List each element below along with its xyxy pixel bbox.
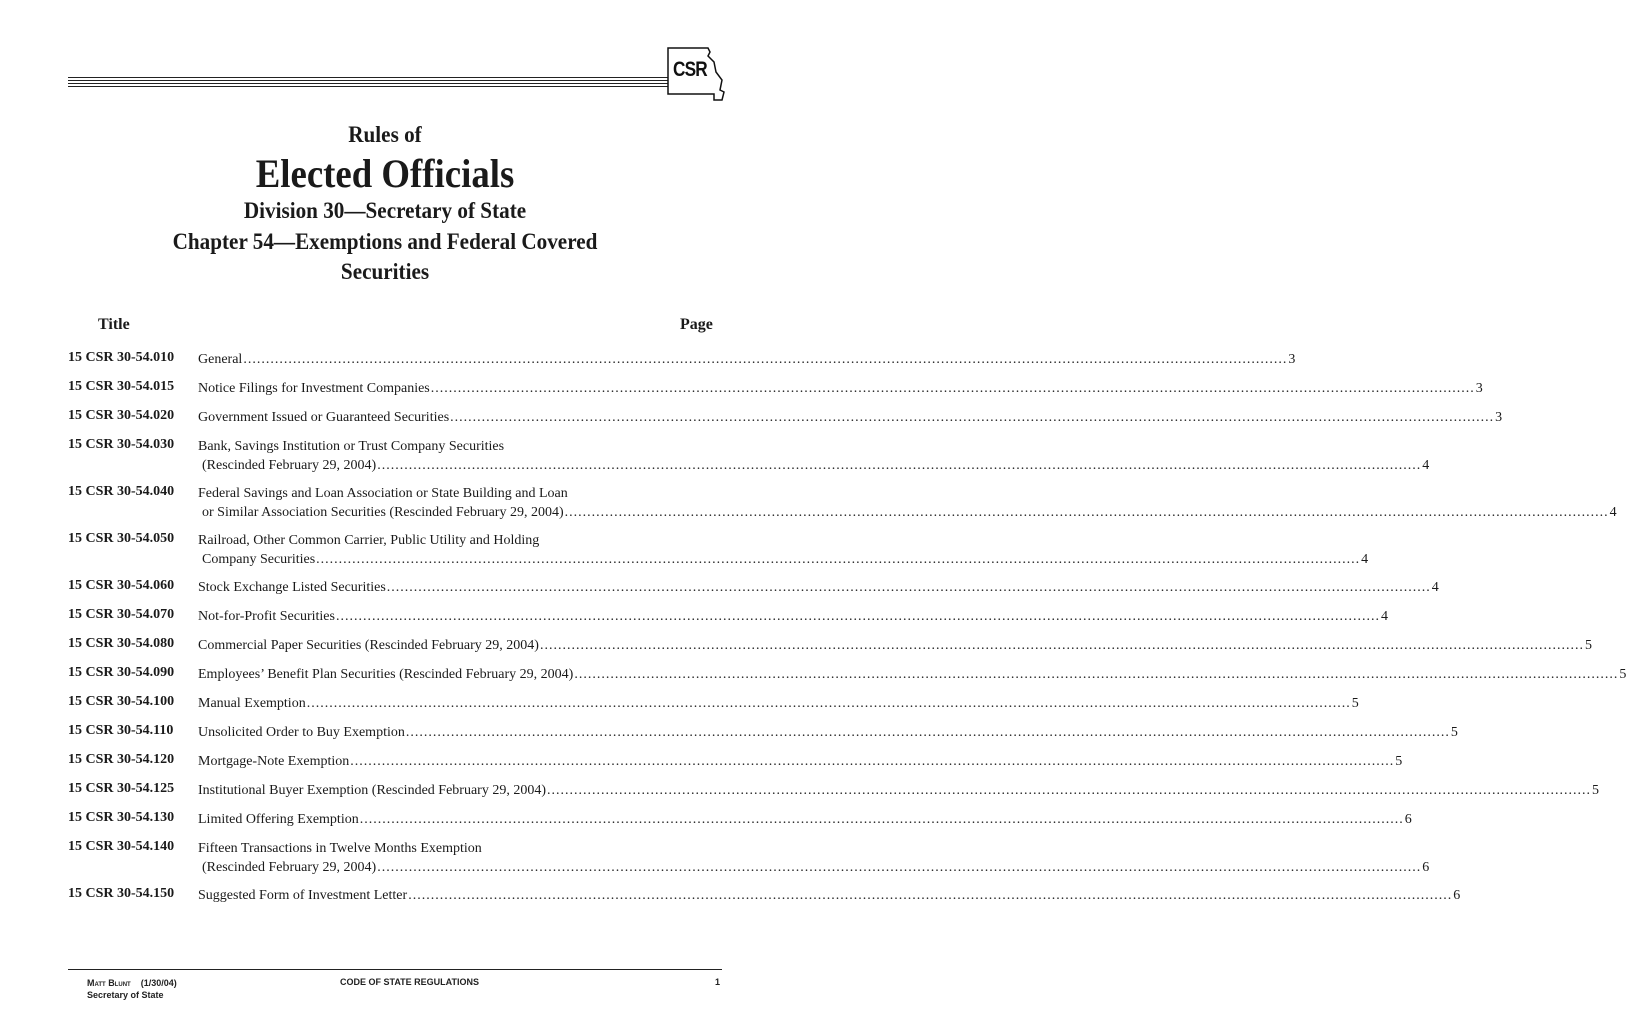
toc-row xyxy=(68,752,1403,771)
toc-row xyxy=(68,810,1412,829)
toc-rule-number: 15 CSR 30-54.130 xyxy=(68,810,175,825)
toc-entry-line xyxy=(198,350,1295,369)
table-of-contents xyxy=(68,350,1626,915)
toc-entry-line xyxy=(198,578,1439,597)
toc-entry-body xyxy=(198,484,1617,522)
dot-leader xyxy=(360,810,1404,829)
toc-entry-line xyxy=(198,694,1359,713)
toc-entry-body xyxy=(198,437,1429,475)
toc-page-number: 5 xyxy=(1592,783,1599,798)
toc-rule-number: 15 CSR 30-54.030 xyxy=(68,437,175,452)
toc-rule-number: 15 CSR 30-54.010 xyxy=(68,350,175,365)
toc-entry-body xyxy=(198,531,1368,569)
toc-entry-body xyxy=(198,723,1458,742)
toc-rule-number: 15 CSR 30-54.140 xyxy=(68,839,175,854)
dot-leader xyxy=(350,752,1394,771)
toc-entry-title: (Rescinded February 29, 2004) xyxy=(202,860,377,875)
toc-row xyxy=(68,839,1430,877)
dot-leader xyxy=(547,781,1591,800)
toc-entry-body xyxy=(198,379,1483,398)
toc-rule-number: 15 CSR 30-54.060 xyxy=(68,578,175,593)
toc-entry-title: Bank, Savings Institution or Trust Company Securities xyxy=(198,439,505,454)
toc-row xyxy=(68,484,1617,522)
toc-row xyxy=(68,578,1439,597)
toc-row xyxy=(68,607,1388,626)
csr-logo: CSR xyxy=(673,58,707,81)
toc-page-number: 5 xyxy=(1450,725,1458,740)
toc-rule-number: 15 CSR 30-54.090 xyxy=(68,665,175,680)
toc-rule-number: 15 CSR 30-54.100 xyxy=(68,694,175,709)
toc-rule-number: 15 CSR 30-54.040 xyxy=(68,484,175,499)
toc-entry-line xyxy=(198,839,1429,858)
toc-entry-body xyxy=(198,752,1402,771)
footer-rule xyxy=(68,969,722,970)
toc-row xyxy=(68,350,1296,369)
toc-entry-body xyxy=(198,350,1295,369)
toc-rule-number: 15 CSR 30-54.070 xyxy=(68,607,175,622)
toc-entry-line xyxy=(198,636,1592,655)
toc-row xyxy=(68,694,1359,713)
toc-rule-number: 15 CSR 30-54.120 xyxy=(68,752,175,767)
toc-entry-body xyxy=(198,886,1460,905)
toc-entry-title: Unsolicited Order to Buy Exemption xyxy=(198,725,405,740)
dot-leader xyxy=(565,503,1609,522)
dot-leader xyxy=(377,456,1421,475)
toc-page-number: 4 xyxy=(1431,580,1439,595)
toc-entry-title: Stock Exchange Listed Securities xyxy=(198,580,386,595)
toc-page-number: 6 xyxy=(1404,812,1412,827)
toc-entry-line xyxy=(198,531,1368,550)
toc-entry-title: Commercial Paper Securities (Rescinded February 29, 2004) xyxy=(198,638,539,653)
toc-entry-line xyxy=(198,379,1483,398)
toc-row xyxy=(68,437,1430,475)
toc-page-number: 4 xyxy=(1361,552,1369,567)
toc-entry-body xyxy=(198,665,1626,684)
footer-left xyxy=(87,977,177,1001)
toc-entry-line xyxy=(198,781,1599,800)
header-rules xyxy=(68,77,668,91)
dot-leader xyxy=(450,408,1494,427)
toc-entry-title: Suggested Form of Investment Letter xyxy=(198,888,408,903)
dot-leader xyxy=(431,379,1475,398)
toc-page-number: 3 xyxy=(1475,381,1483,396)
toc-entry-line xyxy=(198,665,1626,684)
toc-entry-body xyxy=(198,781,1599,800)
dot-leader xyxy=(406,723,1450,742)
toc-entry-title: Employees’ Benefit Plan Securities (Rescinded February 29, 2004) xyxy=(198,667,574,682)
toc-entry-line xyxy=(198,810,1412,829)
toc-entry-title: Notice Filings for Investment Companies xyxy=(198,381,430,396)
toc-entry-title: Limited Offering Exemption xyxy=(198,812,359,827)
toc-page-number: 6 xyxy=(1453,888,1461,903)
toc-rule-number: 15 CSR 30-54.015 xyxy=(68,379,175,394)
toc-page-number: 5 xyxy=(1584,638,1592,653)
toc-entry-title: Fifteen Transactions in Twelve Months Exemption xyxy=(198,841,482,856)
dot-leader xyxy=(408,886,1452,905)
toc-entry-line xyxy=(198,408,1502,427)
dot-leader xyxy=(336,607,1380,626)
column-header-page: Page xyxy=(680,316,713,333)
toc-rule-number: 15 CSR 30-54.150 xyxy=(68,886,175,901)
toc-entry-title: Company Securities xyxy=(202,552,316,567)
toc-entry-line xyxy=(198,550,1368,569)
toc-entry-body xyxy=(198,607,1388,626)
toc-entry-line xyxy=(198,858,1429,877)
chapter-title-line-1: Chapter 54—Exemptions and Federal Covered xyxy=(172,229,598,254)
toc-entry-line xyxy=(198,607,1388,626)
toc-row xyxy=(68,781,1599,800)
toc-page-number: 4 xyxy=(1422,458,1430,473)
toc-entry-line xyxy=(198,723,1458,742)
division-title: Division 30—Secretary of State xyxy=(243,198,527,223)
toc-entry-title: Not-for-Profit Securities xyxy=(198,609,335,624)
toc-entry-title: Mortgage-Note Exemption xyxy=(198,754,350,769)
toc-entry-title: Government Issued or Guaranteed Securities xyxy=(198,410,450,425)
dot-leader xyxy=(574,665,1618,684)
toc-entry-title: Manual Exemption xyxy=(198,696,306,711)
dot-leader xyxy=(243,350,1287,369)
chapter-title-line-2: Securities xyxy=(340,259,430,284)
toc-row xyxy=(68,379,1483,398)
dot-leader xyxy=(377,858,1421,877)
toc-row xyxy=(68,886,1461,905)
toc-entry-body xyxy=(198,408,1502,427)
toc-rule-number: 15 CSR 30-54.020 xyxy=(68,408,175,423)
toc-row xyxy=(68,665,1626,684)
toc-page-number: 5 xyxy=(1351,696,1359,711)
toc-row xyxy=(68,408,1503,427)
toc-page-number: 3 xyxy=(1288,352,1296,367)
toc-entry-line xyxy=(198,484,1617,503)
toc-entry-line xyxy=(198,752,1402,771)
toc-entry-body xyxy=(198,810,1412,829)
footer-page-number: 1 xyxy=(715,977,721,987)
toc-entry-body xyxy=(198,578,1439,597)
toc-entry-body xyxy=(198,839,1429,877)
toc-rule-number: 15 CSR 30-54.050 xyxy=(68,531,175,546)
toc-entry-title: Federal Savings and Loan Association or State Building and Loan xyxy=(198,486,568,501)
toc-rule-number: 15 CSR 30-54.125 xyxy=(68,781,175,796)
toc-page-number: 4 xyxy=(1380,609,1388,624)
dot-leader xyxy=(316,550,1360,569)
toc-row xyxy=(68,723,1458,742)
page-title: Elected Officials xyxy=(255,151,515,196)
toc-entry-line xyxy=(198,886,1460,905)
toc-entry-title: (Rescinded February 29, 2004) xyxy=(202,458,377,473)
toc-entry-title: Railroad, Other Common Carrier, Public Utility and Holding xyxy=(198,533,540,548)
toc-page-number: 5 xyxy=(1395,754,1403,769)
footer-office: Secretary of State xyxy=(87,990,164,1000)
toc-entry-title: General xyxy=(198,352,243,367)
toc-entry-line xyxy=(198,456,1429,475)
toc-page-number: 6 xyxy=(1422,860,1430,875)
footer-author: Matt Blunt xyxy=(87,978,131,988)
toc-entry-body xyxy=(198,636,1592,655)
toc-rule-number: 15 CSR 30-54.080 xyxy=(68,636,175,651)
toc-row xyxy=(68,636,1592,655)
toc-row xyxy=(68,531,1369,569)
toc-page-number: 3 xyxy=(1495,410,1503,425)
toc-rule-number: 15 CSR 30-54.110 xyxy=(68,723,174,738)
title-rules-of: Rules of xyxy=(348,122,422,147)
dot-leader xyxy=(307,694,1351,713)
toc-entry-body xyxy=(198,694,1359,713)
footer-date: (1/30/04) xyxy=(140,978,177,988)
toc-page-number: 4 xyxy=(1609,505,1617,520)
toc-entry-line xyxy=(198,437,1429,456)
toc-entry-line xyxy=(198,503,1617,522)
dot-leader xyxy=(540,636,1584,655)
footer-center: CODE OF STATE REGULATIONS xyxy=(340,977,479,987)
toc-entry-title: Institutional Buyer Exemption (Rescinded February 29, 2004) xyxy=(198,783,546,798)
dot-leader xyxy=(387,578,1431,597)
chapter-title xyxy=(31,227,739,287)
toc-entry-title: or Similar Association Securities (Rescinded February 29, 2004) xyxy=(202,505,564,520)
column-header-title: Title xyxy=(98,316,130,333)
toc-page-number: 5 xyxy=(1619,667,1626,682)
